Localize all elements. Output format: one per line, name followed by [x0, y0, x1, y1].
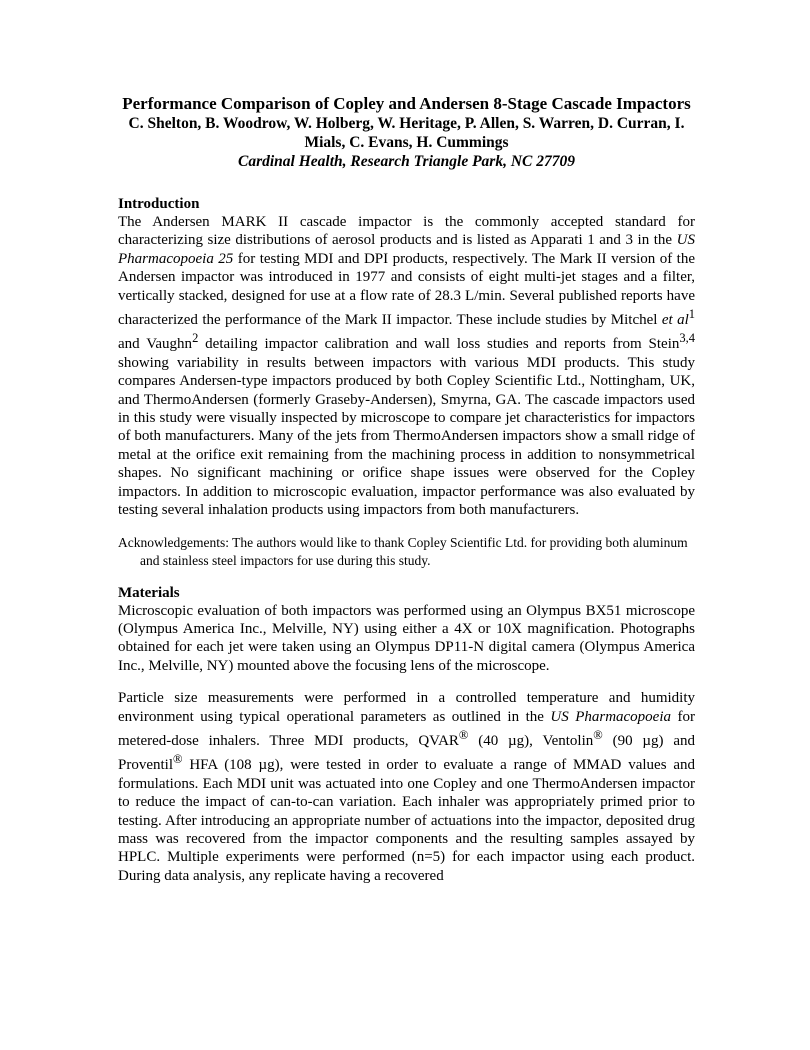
materials-text: (40 µg), Ventolin — [468, 732, 594, 749]
registered-mark: ® — [458, 727, 469, 742]
citation-superscript: 2 — [192, 331, 199, 346]
intro-text: and Vaughn — [118, 336, 193, 353]
affiliation: Cardinal Health, Research Triangle Park, NC 27709 — [237, 153, 575, 170]
materials-text: HFA (108 µg), were tested in order to evaluate a range of MMAD values and formulations. Each MDI unit was actuated into one Copley and one ThermoAndersen impactor to reduce the impact of can-to-can variation. Each inhaler was appropriately primed prior to testing. After introducing an appropriate number of actuations into the impactor, deposited drug mass was recovered from the impactor components and the resulting samples assayed by HPLC. Multiple experiments were performed (n=5) for each impactor using each product. During data analysis, any replicate having a recovered — [118, 757, 695, 884]
document-page — [118, 93, 695, 885]
intro-text: showing variability in results between impactors with various MDI products. This study compares Andersen-type impactors produced by both Copley Scientific Ltd., Nottingham, UK, and ThermoAndersen (formerly Graseby-Andersen), Smyrna, GA. The cascade impactors used in this study were visually inspected by microscope to compare jet characteristics for impactors of both manufacturers. Many of the jets from ThermoAndersen impactors show a small ridge of metal at the orifice exit remaining from the machining process in addition to nonsymmetrical shapes. No significant machining or orifice shape issues were observed for the Copley impactors. In addition to microscopic evaluation, impactor performance was also evaluated by testing several inhalation products using impactors from both manufacturers. — [118, 354, 695, 519]
introduction-paragraph — [118, 213, 695, 520]
registered-mark: ® — [593, 727, 603, 742]
intro-text: detailing impactor calibration and wall loss studies and reports from Stein — [198, 336, 680, 353]
materials-paragraph-2 — [118, 689, 695, 885]
paper-title: Performance Comparison of Copley and Andersen 8-Stage Cascade Impactors — [122, 94, 691, 113]
materials-heading: Materials — [118, 584, 180, 601]
materials-paragraph-1: Microscopic evaluation of both impactors was performed using an Olympus BX51 microscope (Olympus America Inc., Melville, NY) using either a 4X or 10X magnification. Photographs obtained for each jet were taken using an Olympus DP11-N digital camera (Olympus America Inc., Melville, NY) mounted above the focusing lens of the microscope. — [118, 602, 695, 674]
materials-text: (90 µg) and Proventil — [118, 732, 695, 774]
citation-superscript: 3,4 — [679, 331, 695, 346]
registered-mark: ® — [173, 752, 183, 767]
materials-text: Particle size measurements were performed in a controlled temperature and humidity environment using typical operational parameters as outlined in the — [118, 690, 695, 725]
materials-usp-title: US Pharmacopoeia — [550, 708, 672, 725]
citation-superscript: 1 — [688, 307, 696, 322]
materials-text: for metered-dose inhalers. Three MDI products, QVAR — [118, 708, 695, 749]
introduction-heading: Introduction — [118, 196, 200, 212]
intro-text: for testing MDI and DPI products, respectively. The Mark II version of the Andersen impactor was introduced in 1977 and consists of eight multi-jet stages and a filter, vertically stacked, designed for use at a flow rate of 28.3 L/min. Several published reports have characterized the performance of the Mark II impactor. These include studies by Mitchel — [118, 250, 695, 329]
intro-et-al: et al — [661, 312, 689, 329]
intro-text: The Andersen MARK II cascade impactor is the commonly accepted standard for characterizing size distributions of aerosol products and is listed as Apparati 1 and 3 in the — [118, 214, 695, 249]
acknowledgements: Acknowledgements: The authors would like to thank Copley Scientific Ltd. for providing both aluminum and stainless steel impactors for use during this study. — [118, 534, 688, 568]
intro-usp-title: US Pharmacopoeia 25 — [118, 232, 695, 267]
author-list: C. Shelton, B. Woodrow, W. Holberg, W. Heritage, P. Allen, S. Warren, D. Curran, I. Mials, C. Evans, H. Cummings — [128, 115, 685, 151]
